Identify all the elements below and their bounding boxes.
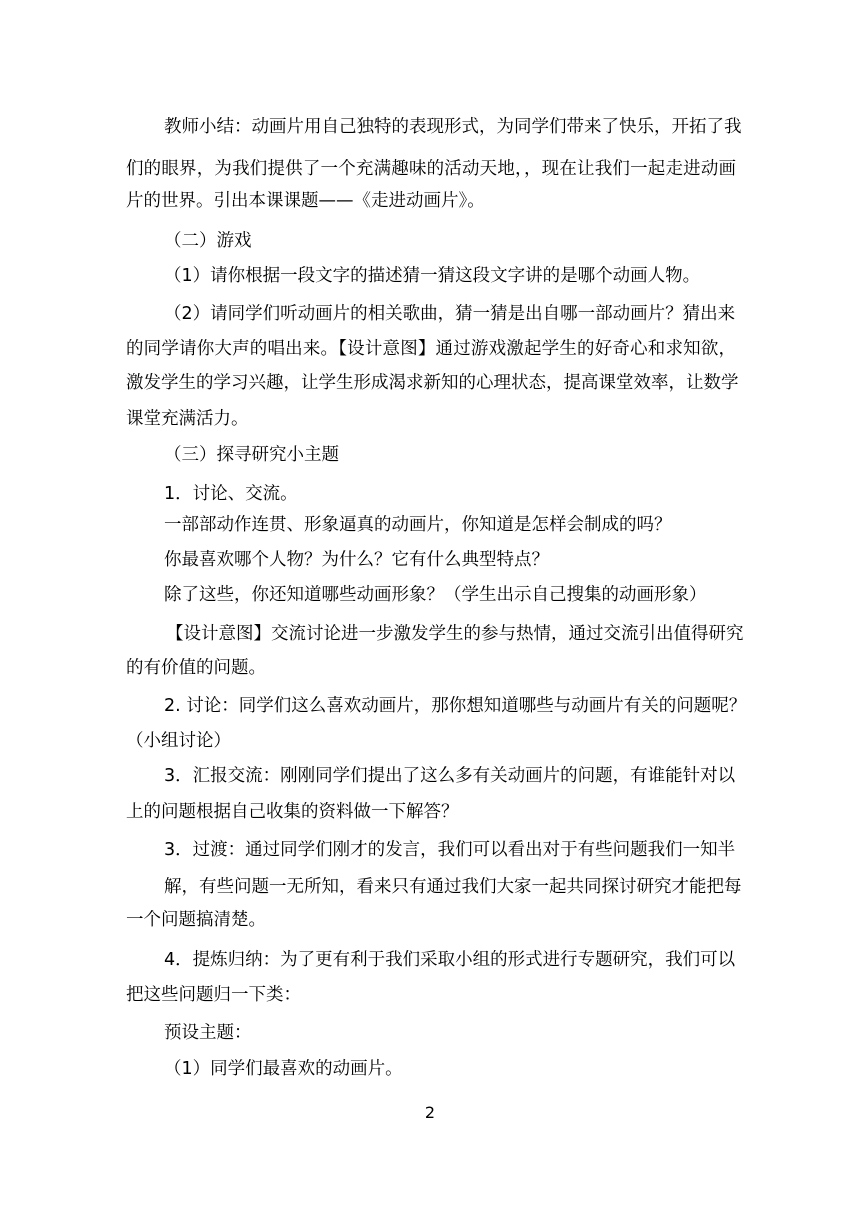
- text-line: 4．提炼归纳：为了更有利于我们采取小组的形式进行专题研究，我们可以: [164, 950, 736, 970]
- text-line: （1）同学们最喜欢的动画片。: [164, 1059, 403, 1079]
- text-line: 预设主题：: [164, 1023, 252, 1043]
- text-line: 3．汇报交流：刚刚同学们提出了这么多有关动画片的问题，有谁能针对以: [164, 766, 736, 786]
- text-line: 一部部动作连贯、形象逼真的动画片，你知道是怎样会制成的吗？: [164, 515, 672, 535]
- text-line: 把这些问题归一下类：: [126, 985, 301, 1005]
- text-line: 一个问题搞清楚。: [126, 910, 266, 930]
- text-line: 的有价值的问题。: [126, 658, 266, 678]
- text-line: 1．讨论、交流。: [164, 484, 298, 504]
- text-line: 你最喜欢哪个人物？为什么？它有什么典型特点？: [164, 550, 549, 570]
- text-line: 们的眼界，为我们提供了一个充满趣味的活动天地，，现在让我们一起走进动画: [126, 159, 736, 179]
- text-line: 教师小结：动画片用自己独特的表现形式，为同学们带来了快乐，开拓了我: [164, 117, 742, 137]
- text-line: （1）请你根据一段文字的描述猜一猜这段文字讲的是哪个动画人物。: [164, 266, 701, 286]
- text-line: 除了这些，你还知道哪些动画形象？（学生出示自己搜集的动画形象）: [164, 585, 707, 605]
- page-number: 2: [424, 1103, 436, 1122]
- text-line: 的同学请你大声的唱出来。【设计意图】通过游戏激起学生的好奇心和求知欲，: [126, 339, 736, 359]
- text-line: （2）请同学们听动画片的相关歌曲，猜一猜是出自哪一部动画片？猜出来: [164, 304, 736, 324]
- text-line: 2. 讨论：同学们这么喜欢动画片，那你想知道哪些与动画片有关的问题呢？: [164, 696, 747, 716]
- text-line: 解，有些问题一无所知，看来只有通过我们大家一起共同探讨研究才能把每: [164, 877, 742, 897]
- text-line: 3．过渡：通过同学们刚才的发言，我们可以看出对于有些问题我们一知半: [164, 840, 736, 860]
- text-line: 上的问题根据自己收集的资料做一下解答？: [126, 802, 459, 822]
- text-line: 激发学生的学习兴趣，让学生形成渴求新知的心理状态，提高课堂效率，让数学: [126, 373, 739, 393]
- text-line: 课堂充满活力。: [126, 409, 249, 429]
- text-line: 片的世界。引出本课课题——《走进动画片》。: [126, 191, 485, 211]
- text-line: 【设计意图】交流讨论进一步激发学生的参与热情，通过交流引出值得研究: [166, 624, 744, 644]
- section-heading: （二）游戏: [164, 231, 252, 251]
- text-line: （小组讨论）: [126, 731, 231, 751]
- section-heading: （三）探寻研究小主题: [164, 445, 339, 465]
